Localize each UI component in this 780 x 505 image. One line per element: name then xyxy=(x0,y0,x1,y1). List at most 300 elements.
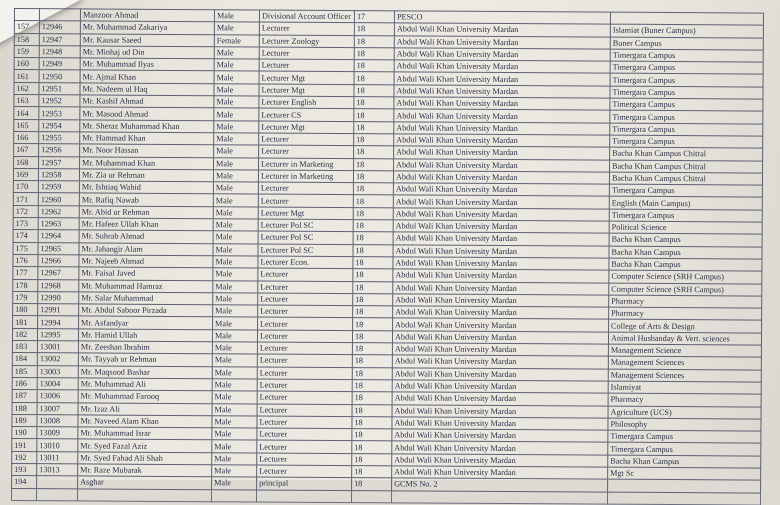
posting-cell xyxy=(608,479,761,492)
posting-cell: Timergara Campus xyxy=(610,86,763,99)
name-cell: Mr. Zeeshan Ibrahim xyxy=(78,341,212,354)
serial-number-cell: 160 xyxy=(14,58,39,70)
name-cell: Mr. Muhammad Zakariya xyxy=(80,21,214,34)
serial-number-cell: 170 xyxy=(13,181,38,193)
name-cell: Mr. Noor Hassan xyxy=(80,144,214,157)
bps-cell: 18 xyxy=(354,60,394,73)
name-cell: Mr. Zia ur Rehman xyxy=(79,169,213,182)
organization-cell: Abdul Wali Khan University Mardan xyxy=(394,48,610,62)
serial-number-cell: 164 xyxy=(14,107,39,119)
organization-cell: Abdul Wali Khan University Mardan xyxy=(394,97,610,111)
organization-cell: Abdul Wali Khan University Mardan xyxy=(394,121,610,135)
bps-cell: 18 xyxy=(353,269,393,282)
posting-cell: Computer Science (SRH Campus) xyxy=(609,270,762,283)
designation-cell: Lecturer xyxy=(259,59,354,72)
personnel-id-cell: 13013 xyxy=(37,464,78,477)
name-cell: Mr. Kashif Ahmad xyxy=(80,95,214,108)
gender-cell: Male xyxy=(212,416,257,429)
gender-cell: Male xyxy=(213,170,258,183)
designation-cell: Lecturer xyxy=(258,293,353,306)
organization-cell: Abdul Wali Khan University Mardan xyxy=(392,355,608,369)
personnel-id-cell: 12994 xyxy=(38,316,79,329)
posting-cell: Bacha Khan Campus Chitral xyxy=(610,147,763,160)
bps-cell: 18 xyxy=(353,257,393,270)
officer-list-table xyxy=(11,8,764,505)
posting-cell: Management Science xyxy=(608,344,761,357)
bps-cell: 18 xyxy=(353,306,393,319)
organization-cell: Abdul Wali Khan University Mardan xyxy=(393,269,609,283)
designation-cell: Lecturer English xyxy=(259,96,354,109)
gender-cell: Male xyxy=(212,354,257,367)
posting-cell: Timergara Campus xyxy=(609,184,762,197)
gender-cell: Male xyxy=(214,133,259,146)
posting-cell: Timergara Campus xyxy=(610,49,763,62)
serial-number-cell: 171 xyxy=(13,193,38,205)
personnel-id-cell: 12954 xyxy=(39,119,80,132)
designation-cell: Lecturer xyxy=(257,428,352,441)
name-cell: Mr. Muhammad Israr xyxy=(78,427,212,440)
gender-cell: Male xyxy=(214,59,259,72)
bps-cell: 18 xyxy=(353,183,393,196)
designation-cell: Lecturer Mgt xyxy=(259,121,354,134)
name-cell: Mr. Izaz Ali xyxy=(78,402,212,415)
designation-cell: Lecturer xyxy=(257,379,352,392)
personnel-id-cell: 12965 xyxy=(38,242,79,255)
name-cell: Mr. Abid ur Rehman xyxy=(79,206,213,219)
organization-cell: Abdul Wali Khan University Mardan xyxy=(392,343,608,357)
serial-number-cell: 169 xyxy=(13,168,38,180)
personnel-id-cell: 12967 xyxy=(38,267,79,280)
personnel-id-cell: 12962 xyxy=(38,205,79,218)
designation-cell: Lecturer xyxy=(259,47,354,60)
organization-cell: Abdul Wali Khan University Mardan xyxy=(393,232,609,246)
serial-number-cell: 166 xyxy=(14,131,39,143)
personnel-id-cell: 13007 xyxy=(37,402,78,415)
name-cell: Mr. Raze Mubarak xyxy=(78,464,212,477)
serial-number-cell xyxy=(11,488,36,500)
name-cell: Mr. Naveed Alam Khan xyxy=(78,415,212,428)
bps-cell: 18 xyxy=(354,97,394,110)
serial-number-cell: 157 xyxy=(14,21,39,33)
organization-cell: Abdul Wali Khan University Mardan xyxy=(394,85,610,99)
bps-cell: 18 xyxy=(352,404,392,417)
name-cell: Mr. Tayyab ur Rehman xyxy=(78,353,212,366)
serial-number-cell: 162 xyxy=(14,82,39,94)
name-cell: Mr. Minhaj ud Din xyxy=(80,46,214,59)
personnel-id-cell: 12953 xyxy=(39,107,80,120)
personnel-id-cell: 13008 xyxy=(37,414,78,427)
bps-cell: 18 xyxy=(352,416,392,429)
designation-cell: Lecturer Mgt xyxy=(258,207,353,220)
bps-cell: 18 xyxy=(353,220,393,233)
gender-cell: Male xyxy=(214,157,259,170)
posting-cell xyxy=(607,492,760,505)
posting-cell: Pharmacy xyxy=(609,307,762,320)
organization-cell: Abdul Wali Khan University Mardan xyxy=(392,429,608,443)
personnel-id-cell: 12946 xyxy=(39,21,80,34)
designation-cell: Lecturer xyxy=(257,354,352,367)
gender-cell: Male xyxy=(213,243,258,256)
gender-cell: Male xyxy=(214,10,259,23)
bps-cell: 18 xyxy=(352,355,392,368)
organization-cell: Abdul Wali Khan University Mardan xyxy=(392,454,608,468)
personnel-id-cell: 12949 xyxy=(39,58,80,71)
serial-number-cell: 183 xyxy=(12,341,37,353)
bps-cell: 18 xyxy=(353,195,393,208)
bps-cell: 18 xyxy=(353,232,393,245)
organization-cell: Abdul Wali Khan University Mardan xyxy=(393,208,609,222)
organization-cell: Abdul Wali Khan University Mardan xyxy=(393,318,609,332)
gender-cell: Male xyxy=(214,84,259,97)
posting-cell: Management Sciences xyxy=(608,356,761,369)
gender-cell: Male xyxy=(212,440,257,453)
bps-cell: 18 xyxy=(353,293,393,306)
organization-cell: Abdul Wali Khan University Mardan xyxy=(394,35,610,49)
designation-cell: Lecturer xyxy=(259,133,354,146)
gender-cell: Male xyxy=(213,194,258,207)
name-cell: Mr. Asfandyar xyxy=(79,316,213,329)
gender-cell: Male xyxy=(214,96,259,109)
serial-number-cell: 179 xyxy=(13,291,38,303)
organization-cell: Abdul Wali Khan University Mardan xyxy=(393,294,609,308)
personnel-id-cell: 12958 xyxy=(38,169,79,182)
gender-cell: Male xyxy=(213,206,258,219)
serial-number-cell: 187 xyxy=(12,390,37,402)
organization-cell: Abdul Wali Khan University Mardan xyxy=(394,134,610,148)
serial-number-cell: 192 xyxy=(12,451,37,463)
name-cell: Mr. Muhammad Hamraz xyxy=(79,279,213,292)
posting-cell: Islamiat (Buner Campus) xyxy=(610,24,763,37)
organization-cell: Abdul Wali Khan University Mardan xyxy=(392,417,608,431)
bps-cell: 18 xyxy=(354,47,394,60)
gender-cell: Male xyxy=(212,403,257,416)
gender-cell: Male xyxy=(213,293,258,306)
personnel-id-cell: 13010 xyxy=(37,439,78,452)
posting-cell: Timergara Campus xyxy=(610,74,763,87)
serial-number-cell: 184 xyxy=(12,353,37,365)
gender-cell: Male xyxy=(212,329,257,342)
personnel-id-cell: 13002 xyxy=(37,353,78,366)
name-cell: Mr. Faisal Javed xyxy=(79,267,213,280)
designation-cell: Lecturer xyxy=(257,440,352,453)
organization-cell: Abdul Wali Khan University Mardan xyxy=(392,441,608,455)
posting-cell: Agriculture (UCS) xyxy=(608,406,761,419)
personnel-id-cell: 12968 xyxy=(38,279,79,292)
name-cell: Mr. Kausar Saeed xyxy=(80,33,214,46)
personnel-id-cell xyxy=(36,488,77,501)
name-cell: Mr. Masood Ahmad xyxy=(80,107,214,120)
designation-cell: principal xyxy=(257,477,352,490)
personnel-id-cell: 12957 xyxy=(39,156,80,169)
serial-number-cell: 172 xyxy=(13,205,38,217)
designation-cell: Lecturer Pol SC xyxy=(258,231,353,244)
personnel-id-cell: 13001 xyxy=(37,341,78,354)
bps-cell: 18 xyxy=(352,466,392,479)
gender-cell: Male xyxy=(214,108,259,121)
personnel-id-cell: 13011 xyxy=(37,451,78,464)
organization-cell: Abdul Wali Khan University Mardan xyxy=(393,195,609,209)
gender-cell: Male xyxy=(213,182,258,195)
bps-cell: 18 xyxy=(352,478,392,491)
organization-cell: Abdul Wali Khan University Mardan xyxy=(392,466,608,480)
serial-number-cell xyxy=(14,9,39,21)
serial-number-cell: 193 xyxy=(12,463,37,475)
designation-cell: Lecturer xyxy=(258,182,353,195)
designation-cell: Lecturer xyxy=(259,22,354,35)
designation-cell: Lecturer xyxy=(257,453,352,466)
bps-cell: 18 xyxy=(354,72,394,85)
designation-cell: Lecturer xyxy=(258,268,353,281)
organization-cell: Abdul Wali Khan University Mardan xyxy=(394,109,610,123)
organization-cell: Abdul Wali Khan University Mardan xyxy=(392,331,608,345)
designation-cell: Lecturer xyxy=(258,194,353,207)
designation-cell: Lecturer xyxy=(258,317,353,330)
bps-cell: 18 xyxy=(354,158,394,171)
name-cell: Manzoor Ahmad xyxy=(80,9,214,22)
bps-cell: 18 xyxy=(354,146,394,159)
organization-cell: Abdul Wali Khan University Mardan xyxy=(393,171,609,185)
name-cell: Mr. Syed Fahad Ali Shah xyxy=(78,452,212,465)
designation-cell: Lecturer Econ. xyxy=(258,256,353,269)
organization-cell: Abdul Wali Khan University Mardan xyxy=(393,306,609,320)
designation-cell: Lecturer xyxy=(257,367,352,380)
gender-cell: Male xyxy=(212,342,257,355)
personnel-id-cell: 12956 xyxy=(39,144,80,157)
posting-cell: Animal Husbanday & Vert. sciences xyxy=(608,332,761,345)
personnel-id-cell: 12963 xyxy=(38,218,79,231)
designation-cell: Lecturer xyxy=(258,305,353,318)
designation-cell xyxy=(256,490,351,503)
gender-cell: Male xyxy=(213,219,258,232)
personnel-id-cell: 12990 xyxy=(38,291,79,304)
bps-cell: 18 xyxy=(353,281,393,294)
gender-cell: Male xyxy=(213,231,258,244)
bps-cell: 18 xyxy=(352,343,392,356)
name-cell: Asghar xyxy=(78,476,212,489)
personnel-id-cell: 12960 xyxy=(38,193,79,206)
personnel-id-cell: 12948 xyxy=(39,46,80,59)
posting-cell: Pharmacy xyxy=(608,393,761,406)
gender-cell: Male xyxy=(212,428,257,441)
gender-cell: Male xyxy=(212,391,257,404)
posting-cell: Mgt Sc xyxy=(608,467,761,480)
gender-cell: Male xyxy=(213,317,258,330)
organization-cell: Abdul Wali Khan University Mardan xyxy=(394,158,610,172)
gender-cell: Male xyxy=(212,379,257,392)
bps-cell: 18 xyxy=(354,35,394,48)
serial-number-cell: 173 xyxy=(13,218,38,230)
serial-number-cell: 182 xyxy=(12,328,37,340)
designation-cell: Lecturer xyxy=(257,403,352,416)
gender-cell: Male xyxy=(213,268,258,281)
name-cell: Mr. Muhammad Ilyas xyxy=(80,58,214,71)
posting-cell xyxy=(610,12,763,25)
serial-number-cell: 158 xyxy=(14,33,39,45)
organization-cell: Abdul Wali Khan University Mardan xyxy=(393,257,609,271)
designation-cell: Lecturer xyxy=(257,342,352,355)
posting-cell: Islamiyat xyxy=(608,381,761,394)
serial-number-cell: 194 xyxy=(12,476,37,488)
gender-cell: Male xyxy=(212,477,257,490)
organization-cell: Abdul Wali Khan University Mardan xyxy=(394,146,610,160)
serial-number-cell: 176 xyxy=(13,254,38,266)
name-cell xyxy=(77,488,211,501)
designation-cell: Lecturer xyxy=(257,465,352,478)
serial-number-cell: 191 xyxy=(12,439,37,451)
gender-cell: Male xyxy=(212,366,257,379)
name-cell: Mr. Sheraz Muhammad Khan xyxy=(80,120,214,133)
posting-cell: Buner Campus xyxy=(610,37,763,50)
name-cell: Mr. Hafeez Ullah Khan xyxy=(79,218,213,231)
organization-cell: Abdul Wali Khan University Mardan xyxy=(392,380,608,394)
name-cell: Mr. Ajmal Khan xyxy=(80,70,214,83)
posting-cell: Timergara Campus xyxy=(610,123,763,136)
bps-cell: 18 xyxy=(353,207,393,220)
personnel-id-cell: 12966 xyxy=(38,255,79,268)
bps-cell: 18 xyxy=(352,429,392,442)
gender-cell: Male xyxy=(214,47,259,60)
name-cell: Mr. Nadeem ul Haq xyxy=(80,83,214,96)
bps-cell: 18 xyxy=(354,121,394,134)
name-cell: Mr. Salar Muhammad xyxy=(79,292,213,305)
posting-cell: Pharmacy xyxy=(609,295,762,308)
personnel-id-cell: 12964 xyxy=(38,230,79,243)
name-cell: Mr. Maqsood Bashar xyxy=(78,366,212,379)
personnel-id-cell: 13006 xyxy=(37,390,78,403)
serial-number-cell: 159 xyxy=(14,45,39,57)
name-cell: Mr. Muhammad Khan xyxy=(80,156,214,169)
bps-cell: 18 xyxy=(353,170,393,183)
personnel-id-cell: 13009 xyxy=(37,427,78,440)
posting-cell: Timergara Campus xyxy=(609,209,762,222)
organization-cell: Abdul Wali Khan University Mardan xyxy=(393,220,609,234)
serial-number-cell: 167 xyxy=(14,144,39,156)
table-body xyxy=(11,9,763,505)
designation-cell: Lecturer Zoology xyxy=(259,35,354,48)
organization-cell: Abdul Wali Khan University Mardan xyxy=(392,404,608,418)
designation-cell: Lecturer xyxy=(257,330,352,343)
serial-number-cell: 174 xyxy=(13,230,38,242)
gender-cell: Male xyxy=(213,280,258,293)
posting-cell: Timergara Campus xyxy=(610,111,763,124)
designation-cell: Lecturer in Marketing xyxy=(258,170,353,183)
organization-cell: PESCO xyxy=(394,11,610,25)
posting-cell: Timergara Campus xyxy=(610,98,763,111)
serial-number-cell: 168 xyxy=(14,156,39,168)
bps-cell: 18 xyxy=(352,367,392,380)
organization-cell: Abdul Wali Khan University Mardan xyxy=(393,244,609,258)
posting-cell: Bacha Khan Campus xyxy=(609,246,762,259)
posting-cell: Timergara Campus xyxy=(608,430,761,443)
designation-cell: Lecturer Mgt xyxy=(259,84,354,97)
name-cell: Mr. Ishtiaq Wahid xyxy=(79,181,213,194)
posting-cell: Bacha Khan Campus xyxy=(609,233,762,246)
gender-cell: Male xyxy=(212,465,257,478)
gender-cell: Male xyxy=(212,452,257,465)
personnel-id-cell: 12952 xyxy=(39,95,80,108)
bps-cell: 18 xyxy=(352,453,392,466)
serial-number-cell: 190 xyxy=(12,427,37,439)
organization-cell: Abdul Wali Khan University Mardan xyxy=(393,183,609,197)
name-cell: Mr. Rafiq Nawab xyxy=(79,193,213,206)
bps-cell: 18 xyxy=(354,23,394,36)
personnel-id-cell: 12955 xyxy=(39,132,80,145)
serial-number-cell: 178 xyxy=(13,279,38,291)
serial-number-cell: 175 xyxy=(13,242,38,254)
name-cell: Mr. Najeeb Ahmad xyxy=(79,255,213,268)
personnel-id-cell: 12947 xyxy=(39,33,80,46)
posting-cell: Philosophy xyxy=(608,418,761,431)
gender-cell: Male xyxy=(214,120,259,133)
posting-cell: Political Science xyxy=(609,221,762,234)
designation-cell: Lecturer in Marketing xyxy=(259,158,354,171)
serial-number-cell: 161 xyxy=(14,70,39,82)
serial-number-cell: 180 xyxy=(13,304,38,316)
serial-number-cell: 185 xyxy=(12,365,37,377)
serial-number-cell: 163 xyxy=(14,95,39,107)
bps-cell: 18 xyxy=(353,318,393,331)
designation-cell: Lecturer xyxy=(257,391,352,404)
serial-number-cell: 181 xyxy=(13,316,38,328)
bps-cell: 18 xyxy=(352,379,392,392)
name-cell: Mr. Muhammad Ali xyxy=(78,378,212,391)
posting-cell: Management Sciences xyxy=(608,369,761,382)
personnel-id-cell: 13004 xyxy=(37,378,78,391)
posting-cell: Bacha Khan Campus Chitral xyxy=(609,172,762,185)
personnel-id-cell: 13003 xyxy=(37,365,78,378)
gender-cell: Male xyxy=(214,145,259,158)
name-cell: Mr. Jahangir Alam xyxy=(79,243,213,256)
organization-cell: Abdul Wali Khan University Mardan xyxy=(393,281,609,295)
name-cell: Mr. Syed Fazal Aziz xyxy=(78,439,212,452)
bps-cell xyxy=(351,490,391,503)
bps-cell: 18 xyxy=(354,84,394,97)
gender-cell: Male xyxy=(213,305,258,318)
gender-cell: Female xyxy=(214,34,259,47)
designation-cell: Lecturer xyxy=(257,416,352,429)
organization-cell: Abdul Wali Khan University Mardan xyxy=(392,392,608,406)
name-cell: Mr. Hammad Khan xyxy=(80,132,214,145)
organization-cell: GCMS No. 2 xyxy=(392,478,608,492)
gender-cell: Male xyxy=(214,71,259,84)
serial-number-cell: 177 xyxy=(13,267,38,279)
gender-cell xyxy=(211,489,256,502)
bps-cell: 18 xyxy=(354,134,394,147)
posting-cell: College of Arts & Design xyxy=(609,320,762,333)
organization-cell: Abdul Wali Khan University Mardan xyxy=(394,72,610,86)
bps-cell: 18 xyxy=(354,109,394,122)
bps-cell: 18 xyxy=(352,392,392,405)
personnel-id-cell: 12950 xyxy=(39,70,80,83)
posting-cell: Timergara Campus xyxy=(608,443,761,456)
serial-number-cell: 186 xyxy=(12,377,37,389)
serial-number-cell: 189 xyxy=(12,414,37,426)
posting-cell: Bacha Khan Campus xyxy=(608,455,761,468)
bps-cell: 18 xyxy=(352,330,392,343)
name-cell: Mr. Muhammad Farooq xyxy=(78,390,212,403)
name-cell: Mr. Hamid Ullah xyxy=(78,329,212,342)
designation-cell: Lecturer Pol SC xyxy=(258,244,353,257)
designation-cell: Divisional Account Officer xyxy=(259,10,354,23)
designation-cell: Lecturer xyxy=(259,145,354,158)
organization-cell: Abdul Wali Khan University Mardan xyxy=(392,367,608,381)
name-cell: Mr. Suhrab Ahmad xyxy=(79,230,213,243)
personnel-id-cell: 12951 xyxy=(39,82,80,95)
designation-cell: Lecturer Pol SC xyxy=(258,219,353,232)
personnel-id-cell xyxy=(39,9,80,22)
serial-number-cell: 188 xyxy=(12,402,37,414)
designation-cell: Lecturer xyxy=(258,281,353,294)
